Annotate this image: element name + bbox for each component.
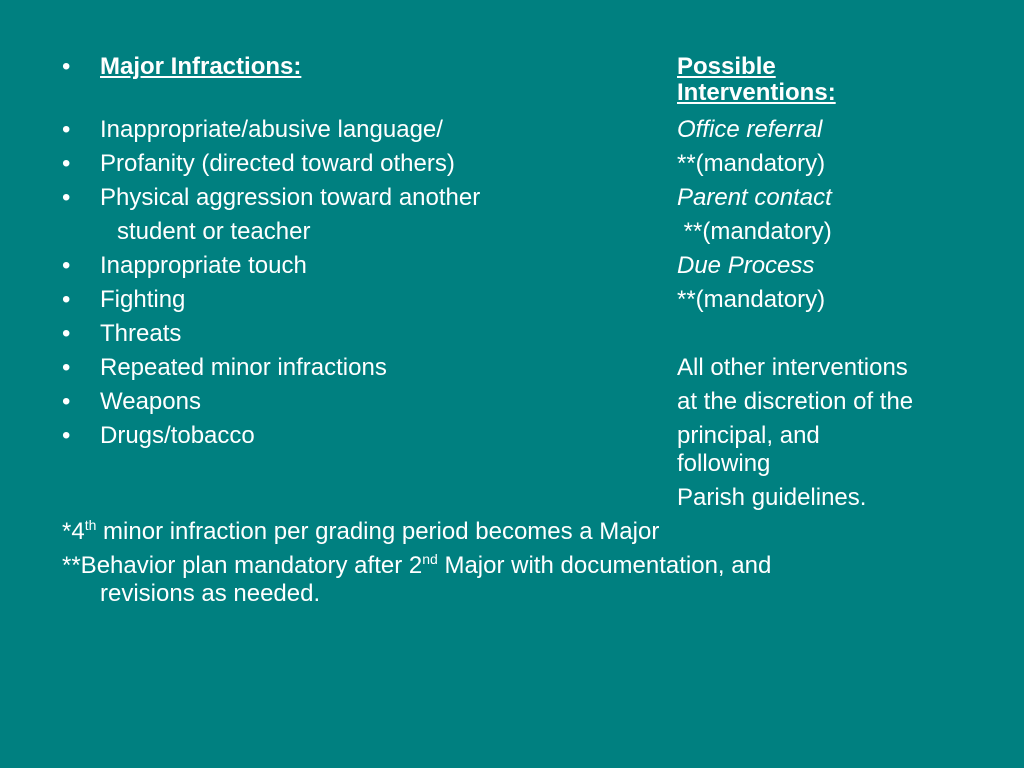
intervention-item: Office referral (677, 116, 823, 143)
infraction-item: Threats (100, 320, 182, 347)
infraction-item: Repeated minor infractions (100, 354, 387, 381)
intervention-item: **(mandatory) (677, 150, 826, 177)
bullet: • (62, 320, 71, 347)
intervention-item: Parish guidelines. (677, 484, 867, 511)
footnote-minor-infraction: *4th minor infraction per grading period becomes a Major (62, 517, 660, 545)
bullet: • (62, 150, 71, 177)
infraction-item: Drugs/tobacco (100, 422, 255, 449)
bullet: • (62, 184, 71, 211)
major-infractions-heading: Major Infractions: (100, 53, 302, 80)
intervention-item: **(mandatory) (677, 286, 826, 313)
intervention-item: Parent contact (677, 184, 832, 211)
bullet: • (62, 388, 71, 415)
infraction-item-continuation: student or teacher (117, 218, 311, 245)
intervention-item: Due Process (677, 252, 815, 279)
interventions-heading-line1: Possible (677, 53, 776, 80)
infraction-item: Fighting (100, 286, 186, 313)
bullet: • (62, 286, 71, 313)
interventions-heading-line2: Interventions: (677, 79, 836, 106)
bullet: • (62, 354, 71, 381)
infraction-item: Physical aggression toward another (100, 184, 481, 211)
infraction-item: Inappropriate/abusive language/ (100, 116, 443, 143)
footnote-behavior-plan: **Behavior plan mandatory after 2nd Major with documentation, and (62, 551, 772, 579)
infraction-item: Profanity (directed toward others) (100, 150, 455, 177)
bullet: • (62, 116, 71, 143)
footnote-behavior-plan-continuation: revisions as needed. (100, 580, 321, 607)
bullet: • (62, 422, 71, 449)
intervention-item: All other interventions (677, 354, 908, 381)
intervention-item: at the discretion of the (677, 388, 914, 415)
infraction-item: Inappropriate touch (100, 252, 307, 279)
intervention-item: principal, and (677, 422, 820, 449)
bullet: • (62, 252, 71, 279)
infraction-item: Weapons (100, 388, 201, 415)
intervention-item: following (677, 450, 771, 477)
intervention-item: **(mandatory) (677, 218, 832, 245)
bullet: • (62, 53, 71, 80)
